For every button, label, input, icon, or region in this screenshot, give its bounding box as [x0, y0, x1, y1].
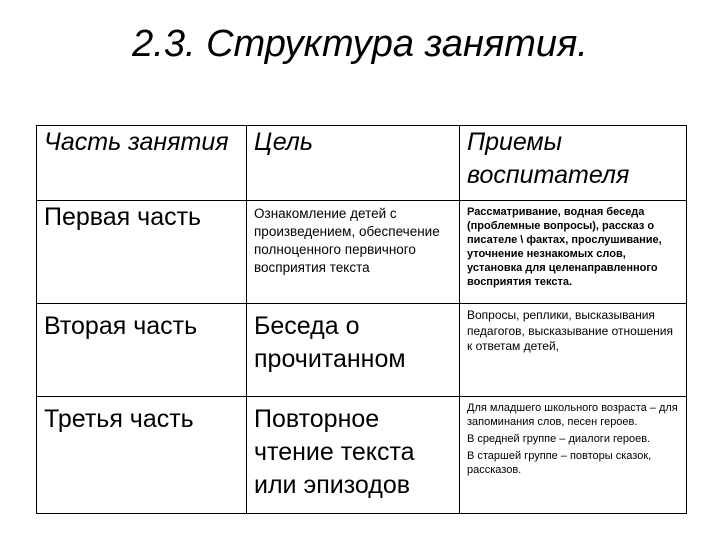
methods-text: В средней группе – диалоги героев. — [467, 433, 651, 445]
goal-cell — [247, 304, 460, 397]
part-cell — [37, 304, 247, 397]
methods-text: Для младшего школьного возраста – для запоминания слов, песен героев. — [467, 402, 678, 428]
lesson-structure-table — [36, 125, 687, 514]
goal-text: Повторное чтение текста или эпизодов — [254, 405, 415, 499]
table-row — [37, 397, 687, 514]
methods-list — [467, 397, 680, 477]
part-label: Вторая часть — [44, 312, 198, 340]
methods-cell — [460, 397, 687, 514]
goal-cell — [247, 397, 460, 514]
header-cell-part — [37, 126, 247, 201]
part-cell — [37, 397, 247, 514]
part-label: Первая часть — [44, 203, 202, 231]
header-methods-label: Приемы воспитателя — [467, 128, 630, 189]
goal-text: Беседа о прочитанном — [254, 312, 406, 373]
header-cell-methods — [460, 126, 687, 201]
header-cell-goal — [247, 126, 460, 201]
methods-text: В старшей группе – повторы сказок, рассказов. — [467, 450, 652, 476]
methods-text: Рассматривание, водная беседа (проблемные вопросы), рассказ о писателе \ фактах, прослушивание, уточнение незнакомых слов, установка для целенаправленного восприятия текста. — [467, 206, 662, 288]
table-row — [37, 304, 687, 397]
header-part-label: Часть занятия — [44, 128, 229, 156]
table-header-row — [37, 126, 687, 201]
part-label: Третья часть — [44, 405, 194, 433]
methods-cell — [460, 201, 687, 304]
slide-title: 2.3. Структура занятия. — [132, 23, 588, 65]
table-row — [37, 201, 687, 304]
goal-cell — [247, 201, 460, 304]
part-cell — [37, 201, 247, 304]
header-goal-label: Цель — [254, 128, 314, 156]
methods-text: Вопросы, реплики, высказывания педагогов, высказывание отношения к ответам детей, — [467, 308, 673, 353]
methods-cell — [460, 304, 687, 397]
goal-text: Ознакомление детей с произведением, обеспечение полноценного первичного восприятия текста — [254, 206, 440, 275]
